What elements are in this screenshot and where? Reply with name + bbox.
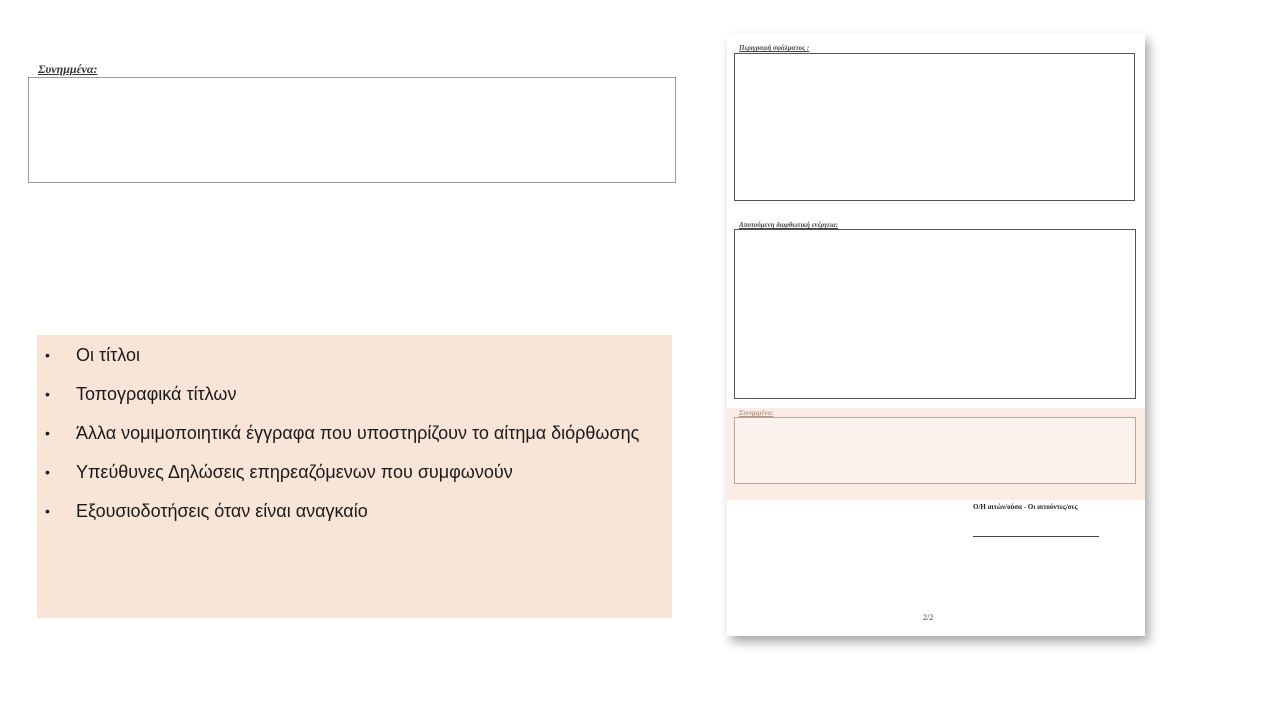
doc-attachments-box — [734, 417, 1136, 484]
list-item-text: Τοπογραφικά τίτλων — [76, 384, 237, 404]
list-item-text: Υπεύθυνες Δηλώσεις επηρεαζόμενων που συμφωνούν — [76, 462, 513, 482]
doc-action-box — [734, 229, 1136, 399]
list-item-text: Εξουσιοδοτήσεις όταν είναι αναγκαίο — [76, 501, 368, 521]
bullet-icon: • — [45, 386, 50, 402]
bullet-icon: • — [45, 464, 50, 480]
doc-signature-text: Ο/Η αιτών/ούσα - Οι αιτούντες/σες — [973, 503, 1078, 511]
doc-description-label: Περιγραφή σφάλματος : — [739, 44, 810, 52]
list-item — [45, 421, 652, 446]
bullet-icon: • — [45, 503, 50, 519]
attachments-label: Συνημμένα: — [38, 62, 98, 76]
list-item-text: Οι τίτλοι — [76, 345, 140, 365]
attachments-box — [28, 77, 676, 183]
doc-attachments-label: Συνημμένα: — [739, 409, 774, 417]
bullet-panel — [37, 335, 672, 618]
list-item — [45, 343, 652, 368]
doc-page-number: 2/2 — [923, 613, 934, 622]
list-item — [45, 382, 652, 407]
document-page-thumbnail — [727, 34, 1145, 636]
bullet-list — [37, 335, 672, 524]
doc-action-label: Αποτούμενη διορθωτική ενέργεια: — [739, 221, 839, 229]
bullet-icon: • — [45, 347, 50, 363]
list-item-text: Άλλα νομιμοποιητικά έγγραφα που υποστηρίζουν το αίτημα διόρθωσης — [76, 423, 640, 443]
bullet-icon: • — [45, 425, 50, 441]
list-item — [45, 460, 652, 485]
list-item — [45, 499, 652, 524]
doc-signature-line — [973, 536, 1099, 537]
doc-description-box — [734, 53, 1135, 201]
